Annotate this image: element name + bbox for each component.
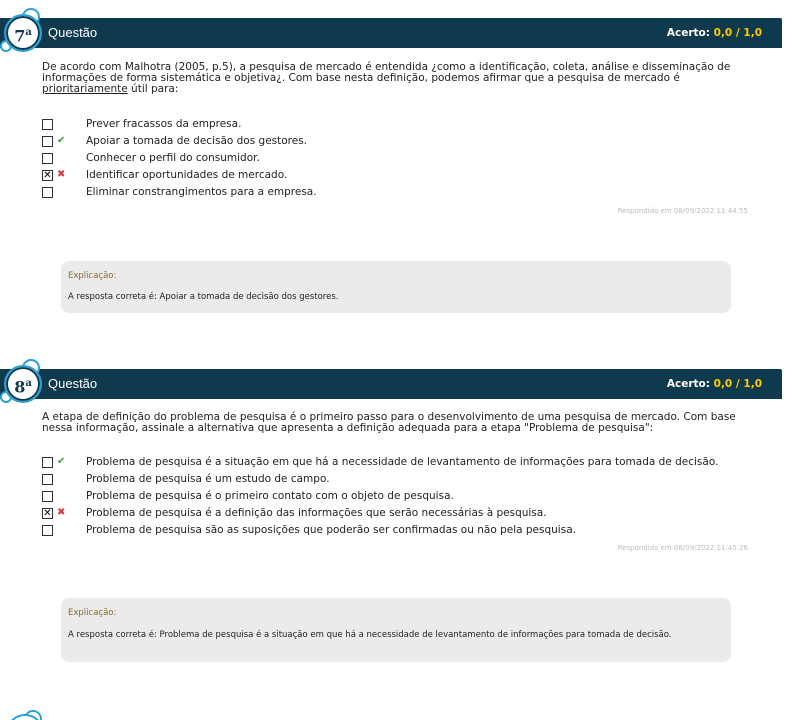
option-checkbox[interactable]: [42, 153, 53, 164]
option[interactable]: [42, 118, 782, 135]
option-text: Apoiar a tomada de decisão dos gestores.: [86, 135, 308, 147]
option-text: Problema de pesquisa é a definição das informações que serão necessárias à pesquisa.: [86, 507, 547, 519]
question-7: [0, 18, 788, 318]
option[interactable]: [42, 524, 782, 541]
question-number: 7$^a$: [4, 14, 42, 52]
score-max: / 1,0: [735, 27, 762, 39]
next-question-badge-partial: [4, 708, 48, 720]
question-header: [0, 369, 782, 399]
option-text: Problema de pesquisa é o primeiro contato com o objeto de pesquisa.: [86, 490, 454, 502]
option-checkbox[interactable]: [42, 187, 53, 198]
explanation-box: [61, 261, 731, 313]
option[interactable]: [42, 473, 782, 490]
option-text: Problema de pesquisa são as suposições que poderão ser confirmadas ou não pela pesquisa.: [86, 524, 576, 536]
question-number-badge: [2, 10, 46, 54]
option[interactable]: [42, 186, 782, 203]
option-checkbox[interactable]: [42, 525, 53, 536]
question-header-label: Questão: [48, 376, 98, 391]
option[interactable]: [42, 507, 782, 524]
explanation-label: Explicação:: [68, 608, 117, 618]
question-number: 8$^a$: [4, 365, 42, 403]
score: [667, 27, 762, 39]
correct-check-icon: ✔: [57, 135, 66, 146]
explanation-text: A resposta correta é: Apoiar a tomada de decisão dos gestores.: [68, 292, 339, 302]
options-list: [42, 118, 782, 203]
option-checkbox[interactable]: [42, 474, 53, 485]
question-8: [0, 369, 788, 669]
answered-timestamp: Respondido em 08/09/2022 11:45:26: [617, 544, 748, 552]
option-checkbox[interactable]: [42, 457, 53, 468]
explanation-box: [61, 598, 731, 662]
question-header-label: Questão: [48, 25, 98, 40]
option-text: Conhecer o perfil do consumidor.: [86, 152, 260, 164]
option[interactable]: [42, 490, 782, 507]
score-max: / 1,0: [735, 378, 762, 390]
answered-timestamp: Respondido em 08/09/2022 11:44:55: [617, 207, 748, 215]
correct-check-icon: ✔: [57, 456, 66, 467]
option-text: Eliminar constrangimentos para a empresa.: [86, 186, 317, 198]
option-checkbox-checked[interactable]: ✕: [43, 170, 52, 181]
option[interactable]: [42, 135, 782, 152]
option[interactable]: [42, 152, 782, 169]
option-checkbox[interactable]: [42, 136, 53, 147]
question-text: De acordo com Malhotra (2005, p.5), a pesquisa de mercado é entendida ¿como a identificação, coleta, análise e disseminação de informações de forma sistemática e objetiva¿. Com base nesta definição, podemos afirmar que a pesquisa de mercado é prioritariamente útil para:: [42, 61, 731, 95]
explanation-label: Explicação:: [68, 271, 117, 281]
question-header: [0, 18, 782, 48]
score-value: 0,0: [713, 27, 733, 39]
options-list: [42, 456, 782, 541]
option-text: Identificar oportunidades de mercado.: [86, 169, 288, 181]
question-number-badge: [2, 361, 46, 405]
option-text: Prever fracassos da empresa.: [86, 118, 242, 130]
score: [667, 378, 762, 390]
score-label: Acerto:: [666, 27, 710, 39]
option[interactable]: [42, 169, 782, 186]
option[interactable]: [42, 456, 782, 473]
wrong-x-icon: ✖: [57, 507, 66, 518]
option-checkbox[interactable]: [42, 491, 53, 502]
explanation-text: A resposta correta é: Problema de pesquisa é a situação em que há a necessidade de levantamento de informações para tomada de decisão.: [68, 630, 672, 640]
option-text: Problema de pesquisa é a situação em que há a necessidade de levantamento de informações para tomada de decisão.: [86, 456, 719, 468]
score-label: Acerto:: [666, 378, 710, 390]
question-text: A etapa de definição do problema de pesquisa é o primeiro passo para o desenvolvimento de uma pesquisa de mercado. Com base nessa informação, assinale a alternativa que apresenta a definição adequada para a etapa "Problema de pesquisa":: [42, 411, 736, 434]
score-value: 0,0: [713, 378, 733, 390]
option-text: Problema de pesquisa é um estudo de campo.: [86, 473, 330, 485]
wrong-x-icon: ✖: [57, 169, 66, 180]
option-checkbox[interactable]: [42, 119, 53, 130]
option-checkbox-checked[interactable]: ✕: [43, 508, 52, 519]
